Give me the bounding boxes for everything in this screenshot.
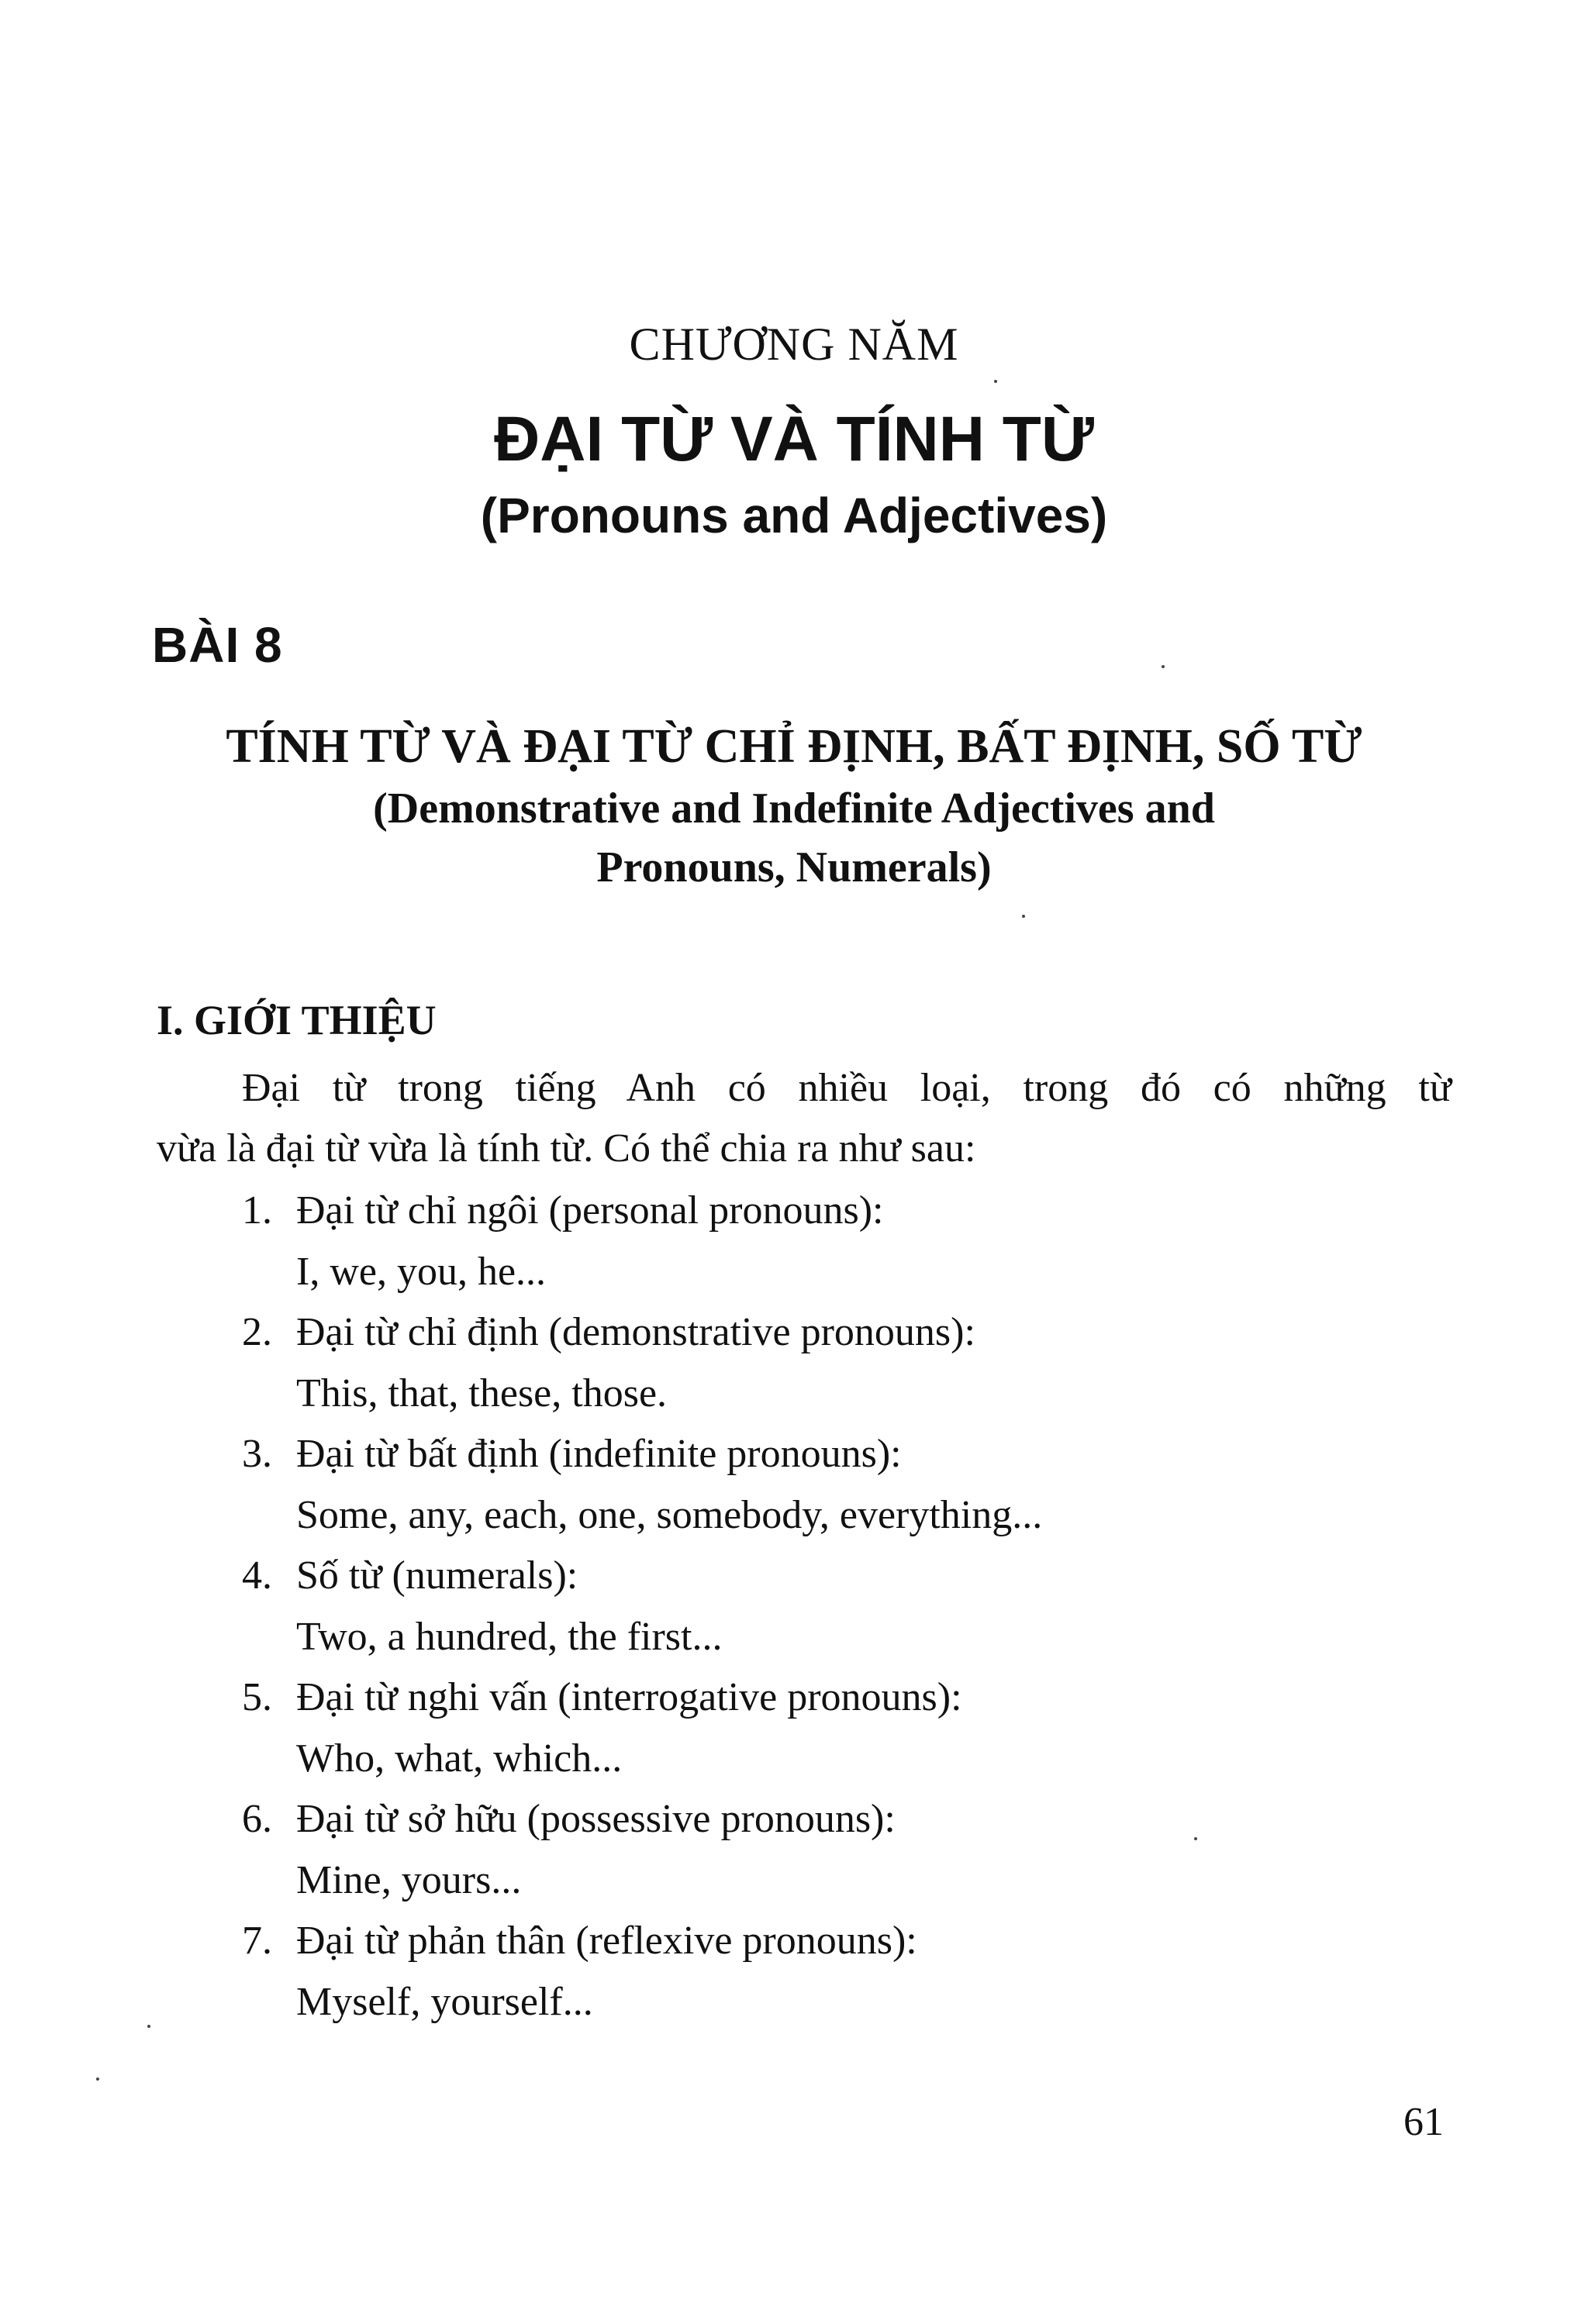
chapter-label: CHƯƠNG NĂM <box>629 319 959 370</box>
lesson-subtitle-line-2: Pronouns, Numerals) <box>596 843 992 891</box>
scan-speck <box>994 380 997 383</box>
item-number: 6. <box>242 1797 272 1841</box>
scan-speck <box>1022 915 1025 918</box>
pronoun-type-list <box>242 1181 1042 2033</box>
item-example: Some, any, each, one, somebody, everything... <box>296 1492 1043 1537</box>
list-item <box>242 1302 1042 1424</box>
item-number: 5. <box>242 1675 272 1719</box>
item-label: Đại từ chỉ định (demonstrative pronouns): <box>296 1310 975 1354</box>
item-example: This, that, these, those. <box>296 1371 668 1415</box>
scan-speck <box>147 2025 150 2028</box>
item-number: 4. <box>242 1553 272 1598</box>
item-label: Đại từ chỉ ngôi (personal pronouns): <box>296 1188 884 1233</box>
scan-speck <box>1162 665 1165 668</box>
list-item <box>242 1424 1042 1546</box>
intro-paragraph <box>157 1058 1452 1179</box>
item-label: Đại từ sở hữu (possessive pronouns): <box>296 1797 896 1841</box>
chapter-title: ĐẠI TỪ VÀ TÍNH TỪ <box>494 404 1094 474</box>
page-number: 61 <box>1403 2100 1444 2144</box>
lesson-title: TÍNH TỪ VÀ ĐẠI TỪ CHỈ ĐỊNH, BẤT ĐỊNH, SỐ TỪ <box>226 720 1362 773</box>
item-number: 1. <box>242 1188 272 1233</box>
list-item <box>242 1911 1042 2033</box>
lesson-subtitle <box>0 779 1588 897</box>
list-item <box>242 1181 1042 1302</box>
scan-speck <box>96 2077 99 2081</box>
item-label: Đại từ bất định (indefinite pronouns): <box>296 1432 902 1476</box>
chapter-subtitle: (Pronouns and Adjectives) <box>480 488 1108 543</box>
list-item <box>242 1667 1042 1789</box>
item-example: I, we, you, he... <box>296 1249 547 1294</box>
list-item <box>242 1546 1042 1667</box>
lesson-label: BÀI 8 <box>152 617 283 673</box>
item-label: Số từ (numerals): <box>296 1553 578 1598</box>
item-example: Mine, yours... <box>296 1857 522 1902</box>
item-example: Two, a hundred, the first... <box>296 1614 723 1659</box>
lesson-subtitle-line-1: (Demonstrative and Indefinite Adjectives and <box>373 784 1215 833</box>
item-number: 3. <box>242 1432 272 1476</box>
item-label: Đại từ nghi vấn (interrogative pronouns): <box>296 1675 962 1719</box>
intro-line-1: Đại từ trong tiếng Anh có nhiều loại, trong đó có những từ <box>242 1066 1452 1110</box>
item-label: Đại từ phản thân (reflexive pronouns): <box>296 1919 917 1963</box>
item-example: Who, what, which... <box>296 1736 623 1781</box>
item-number: 2. <box>242 1310 272 1354</box>
section-heading: I. GIỚI THIỆU <box>157 997 437 1043</box>
list-item <box>242 1789 1042 1911</box>
scan-speck <box>1194 1837 1197 1840</box>
intro-line-2: vừa là đại từ vừa là tính từ. Có thể chia ra như sau: <box>157 1126 976 1171</box>
item-example: Myself, yourself... <box>296 1979 593 2024</box>
item-number: 7. <box>242 1919 272 1963</box>
